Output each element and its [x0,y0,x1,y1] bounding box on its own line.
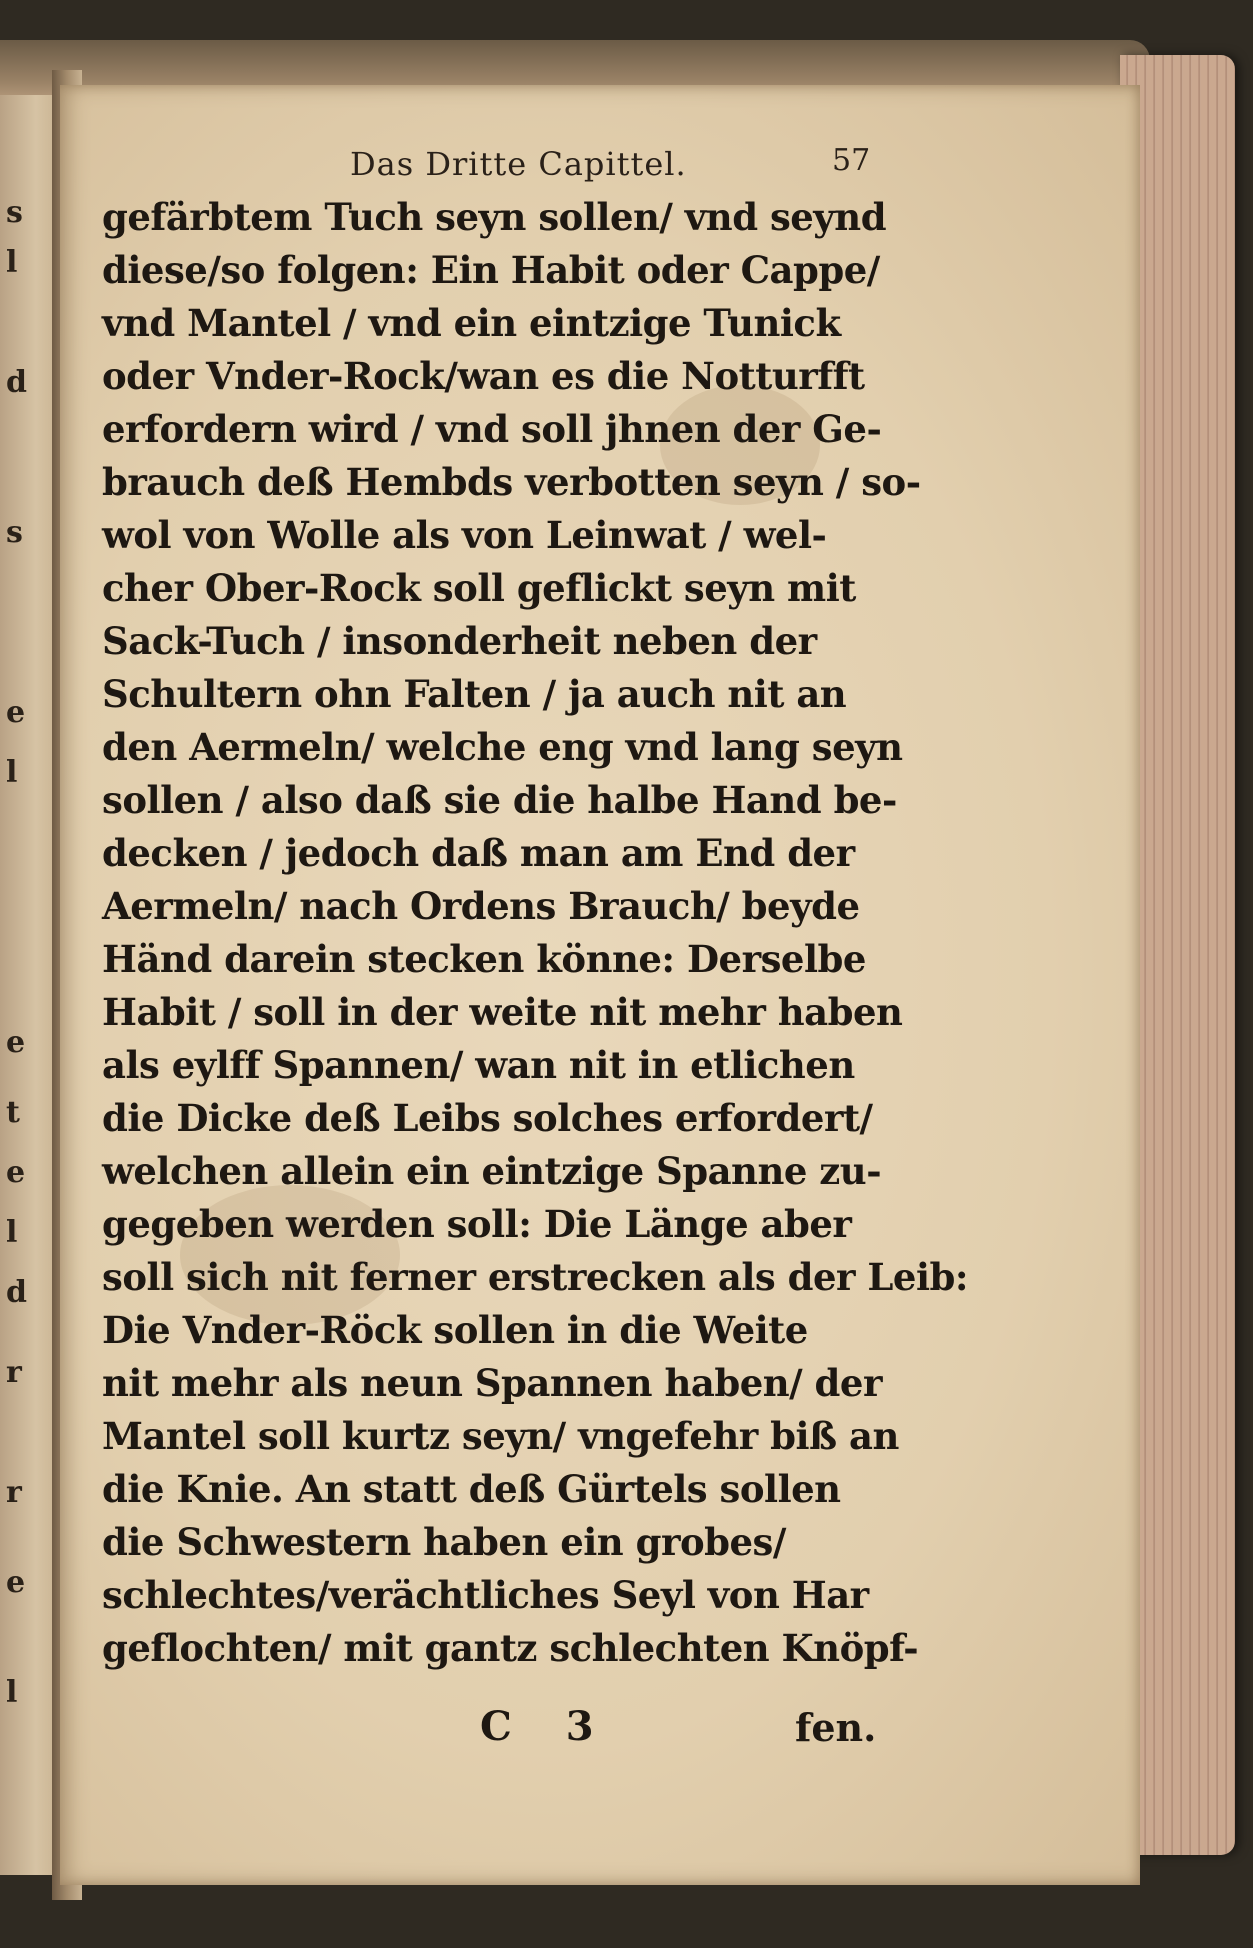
text-line: soll sich nit ferner erstrecken als der Leib: [102,1255,969,1299]
text-line: Mantel soll kurtz seyn/ vngefehr biß an [102,1414,899,1458]
left-page-fragment: e [6,1155,26,1190]
left-page-fragment: l [6,245,18,280]
text-line: Schultern ohn Falten / ja auch nit an [102,672,847,716]
left-page-fragment: r [6,1475,22,1510]
text-line: welchen allein ein eintzige Spanne zu- [102,1149,882,1193]
text-line: oder Vnder-Rock/wan es die Notturfft [102,354,865,398]
left-page-fragment: e [6,1025,26,1060]
left-page-fragment: l [6,755,18,790]
text-line: die Knie. An statt deß Gürtels sollen [102,1467,841,1511]
printed-page [60,85,1140,1885]
text-line: Aermeln/ nach Ordens Brauch/ beyde [102,884,860,928]
left-page-fragment: e [6,695,26,730]
page-number: 57 [832,143,871,178]
text-line: geflochten/ mit gantz schlechten Knöpf- [102,1626,919,1670]
text-line: nit mehr als neun Spannen haben/ der [102,1361,882,1405]
text-line: als eylff Spannen/ wan nit in etlichen [102,1043,855,1087]
text-line: Sack-Tuch / insonderheit neben der [102,619,817,663]
text-line: den Aermeln/ welche eng vnd lang seyn [102,725,903,769]
text-line: diese/so folgen: Ein Habit oder Cappe/ [102,248,880,292]
catchword: fen. [795,1705,877,1750]
left-page-fragment: s [6,515,23,550]
text-line: brauch deß Hembds verbotten seyn / so- [102,460,921,504]
text-line: gegeben werden soll: Die Länge aber [102,1202,852,1246]
left-page-fragment: t [6,1095,20,1130]
left-page-fragment: l [6,1215,18,1250]
text-line: die Dicke deß Leibs solches erfordert/ [102,1096,873,1140]
text-line: Händ darein stecken könne: Derselbe [102,937,866,981]
text-line: gefärbtem Tuch seyn sollen/ vnd seynd [102,195,887,239]
left-page-fragment: e [6,1565,26,1600]
text-line: erfordern wird / vnd soll jhnen der Ge- [102,407,882,451]
running-head: Das Dritte Capittel. [350,145,687,183]
left-page-fragment: l [6,1675,18,1710]
left-page-fragment: d [6,1275,27,1310]
text-line: cher Ober-Rock soll geflickt seyn mit [102,566,856,610]
text-line: die Schwestern haben ein grobes/ [102,1520,786,1564]
signature-mark: C 3 [480,1703,614,1750]
text-line: sollen / also daß sie die halbe Hand be- [102,778,897,822]
text-line: schlechtes/verächtliches Seyl von Har [102,1573,869,1617]
text-line: wol von Wolle als von Leinwat / wel- [102,513,827,557]
text-line: decken / jedoch daß man am End der [102,831,855,875]
text-line: Die Vnder-Röck sollen in die Weite [102,1308,808,1352]
left-page-fragment: r [6,1355,22,1390]
body-text [102,191,969,1675]
text-line: Habit / soll in der weite nit mehr haben [102,990,903,1034]
left-page-fragment: d [6,365,27,400]
left-page-fragment: s [6,195,23,230]
text-line: vnd Mantel / vnd ein eintzige Tunick [102,301,841,345]
